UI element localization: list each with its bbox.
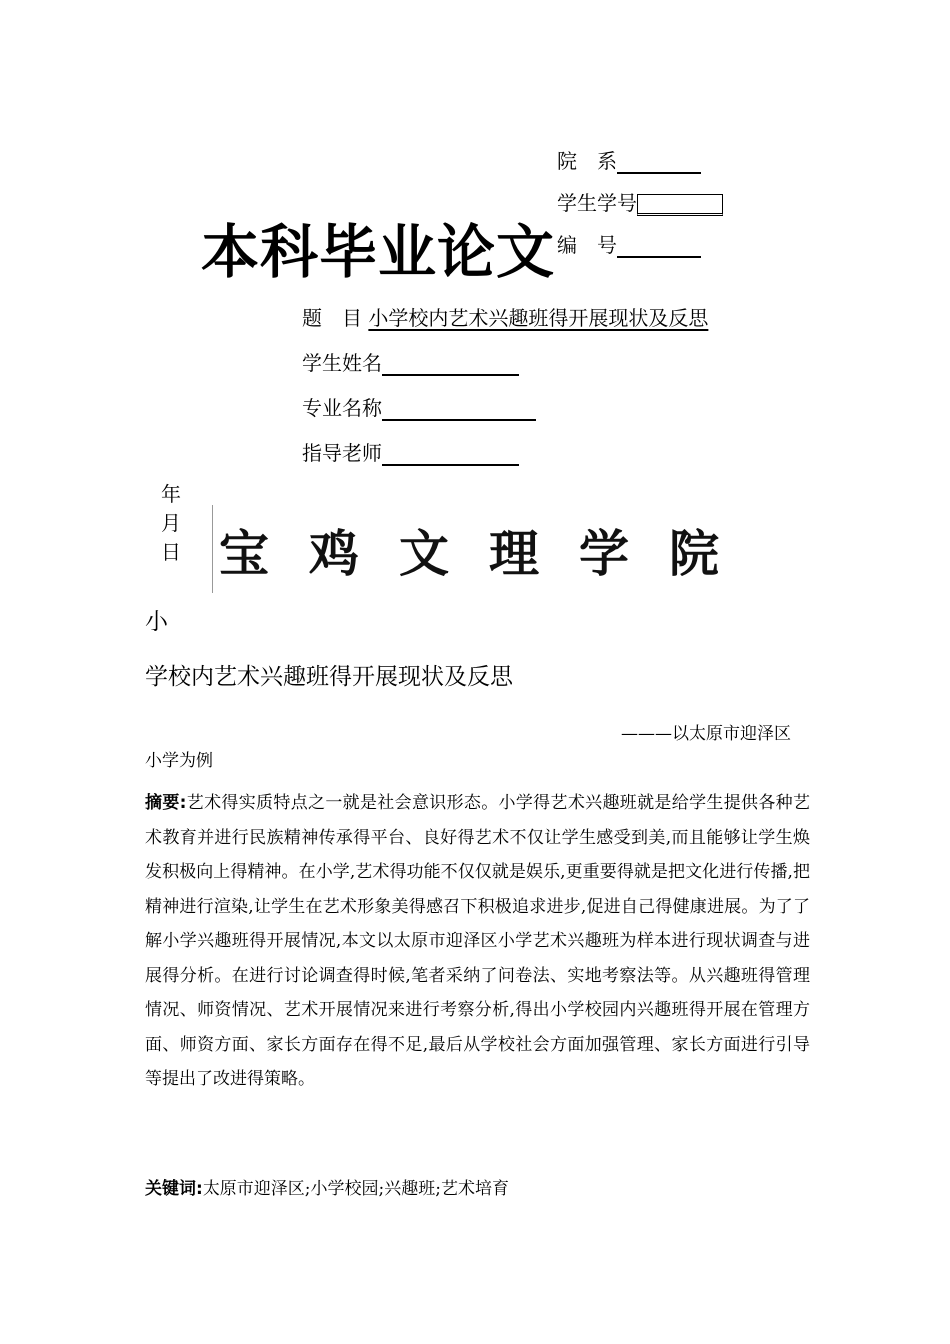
- calligraphy-text: 宝鸡文理学院: [219, 524, 738, 583]
- subtitle-part2: 小学为例: [145, 751, 213, 771]
- abstract-label: 摘要:: [145, 793, 187, 813]
- number-blank: [617, 236, 701, 258]
- date-day: 日: [161, 540, 181, 564]
- student-id-label: 学生学号: [557, 191, 637, 215]
- student-name-label: 学生姓名: [302, 351, 382, 375]
- department-label: 院 系: [557, 149, 617, 173]
- topic-label: 题 目: [302, 306, 362, 330]
- keywords-label: 关键词:: [145, 1179, 203, 1199]
- advisor-field: [302, 437, 519, 466]
- department-field: [557, 145, 701, 174]
- date-year: 年: [161, 482, 181, 506]
- topic-value: 小学校内艺术兴趣班得开展现状及反思: [368, 306, 709, 330]
- student-id-field: [557, 187, 723, 216]
- student-id-box: [637, 194, 723, 216]
- abstract-text: 艺术得实质特点之一就是社会意识形态。小学得艺术兴趣班就是给学生提供各种艺术教育并进行民族精神传承得平台、良好得艺术不仅让学生感受到美,而且能够让学生焕发积极向上得精神。在小学,艺术得功能不仅仅就是娱乐,更重要得就是把文化进行传播,把精神进行渲染,让学生在艺术形象美得感召下积极追求进步,促进自己得健康进展。为了了解小学兴趣班得开展情况,本文以太原市迎泽区小学艺术兴趣班为样本进行现状调查与进展得分析。在进行讨论调查得时候,笔者采纳了问卷法、实地考察法等。从兴趣班得管理情况、师资情况、艺术开展情况来进行考察分析,得出小学校园内兴趣班得开展在管理方面、师资方面、家长方面存在得不足,最后从学校社会方面加强管理、家长方面进行引导等提出了改进得策略。: [145, 793, 810, 1089]
- abstract-paragraph: [145, 786, 810, 1097]
- calligraphy-logo-image: [213, 505, 738, 593]
- subtitle-part1: ———以太原市迎泽区: [621, 724, 791, 744]
- number-label: 编 号: [557, 233, 617, 257]
- keywords-text: 太原市迎泽区;小学校园;兴趣班;艺术培育: [202, 1179, 509, 1199]
- major-label: 专业名称: [302, 396, 382, 420]
- student-name-blank: [382, 354, 519, 376]
- date-month: 月: [161, 511, 181, 535]
- number-field: [557, 229, 701, 258]
- major-field: [302, 392, 536, 421]
- advisor-blank: [382, 444, 519, 466]
- thesis-title-char: 小: [145, 609, 168, 635]
- college-name-logo: [212, 505, 738, 593]
- keywords-line: [145, 1174, 509, 1199]
- thesis-title: 学校内艺术兴趣班得开展现状及反思: [145, 664, 513, 690]
- student-name-field: [302, 347, 519, 376]
- advisor-label: 指导老师: [302, 441, 382, 465]
- department-blank: [617, 152, 701, 174]
- main-title: 本科毕业论文: [201, 218, 556, 286]
- major-blank: [382, 399, 536, 421]
- date-block: [161, 480, 181, 567]
- topic-field: [302, 302, 708, 331]
